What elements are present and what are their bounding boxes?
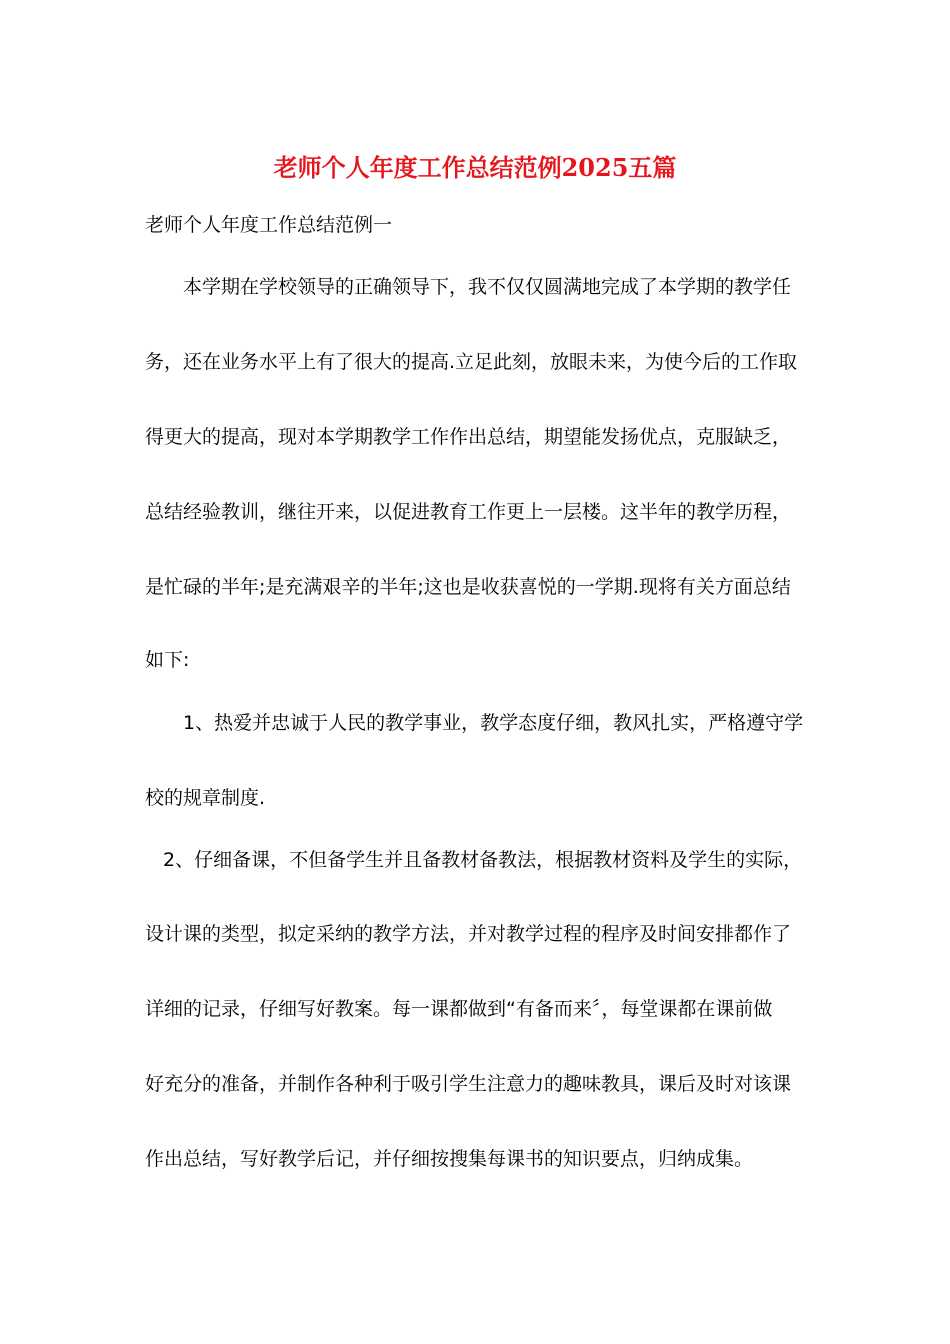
document-title: 老师个人年度工作总结范例2025五篇 — [273, 153, 677, 182]
paragraph-line: 得更大的提高，现对本学期教学工作作出总结，期望能发扬优点，克服缺乏， — [145, 426, 792, 448]
paragraph-line: 总结经验教训，继往开来，以促进教育工作更上一层楼。这半年的教学历程， — [145, 501, 792, 523]
list-item-line: 详细的记录，仔细写好教案。每一课都做到“有备而来〞，每堂课都在课前做 — [145, 998, 773, 1020]
list-item-line: 2、仔细备课，不但备学生并且备教材备教法，根据教材资料及学生的实际， — [163, 849, 803, 871]
list-item-line: 作出总结，写好教学后记，并仔细按搜集每课书的知识要点，归纳成集。 — [145, 1148, 754, 1170]
paragraph-line: 是忙碌的半年;是充满艰辛的半年;这也是收获喜悦的一学期.现将有关方面总结 — [145, 576, 791, 598]
list-item-line: 校的规章制度. — [145, 787, 266, 809]
paragraph-line: 务，还在业务水平上有了很大的提高.立足此刻，放眼未来，为使今后的工作取 — [145, 351, 798, 373]
section-heading: 老师个人年度工作总结范例一 — [145, 214, 393, 236]
paragraph-line: 如下: — [145, 649, 190, 671]
list-item-line: 1、热爱并忠诚于人民的教学事业，教学态度仔细，教风扎实，严格遵守学 — [183, 712, 804, 734]
paragraph-line: 本学期在学校领导的正确领导下，我不仅仅圆满地完成了本学期的教学任 — [183, 276, 792, 298]
list-item-line: 好充分的准备，并制作各种利于吸引学生注意力的趣味教具，课后及时对该课 — [145, 1073, 792, 1095]
list-item-line: 设计课的类型，拟定采纳的教学方法，并对教学过程的程序及时间安排都作了 — [145, 923, 792, 945]
